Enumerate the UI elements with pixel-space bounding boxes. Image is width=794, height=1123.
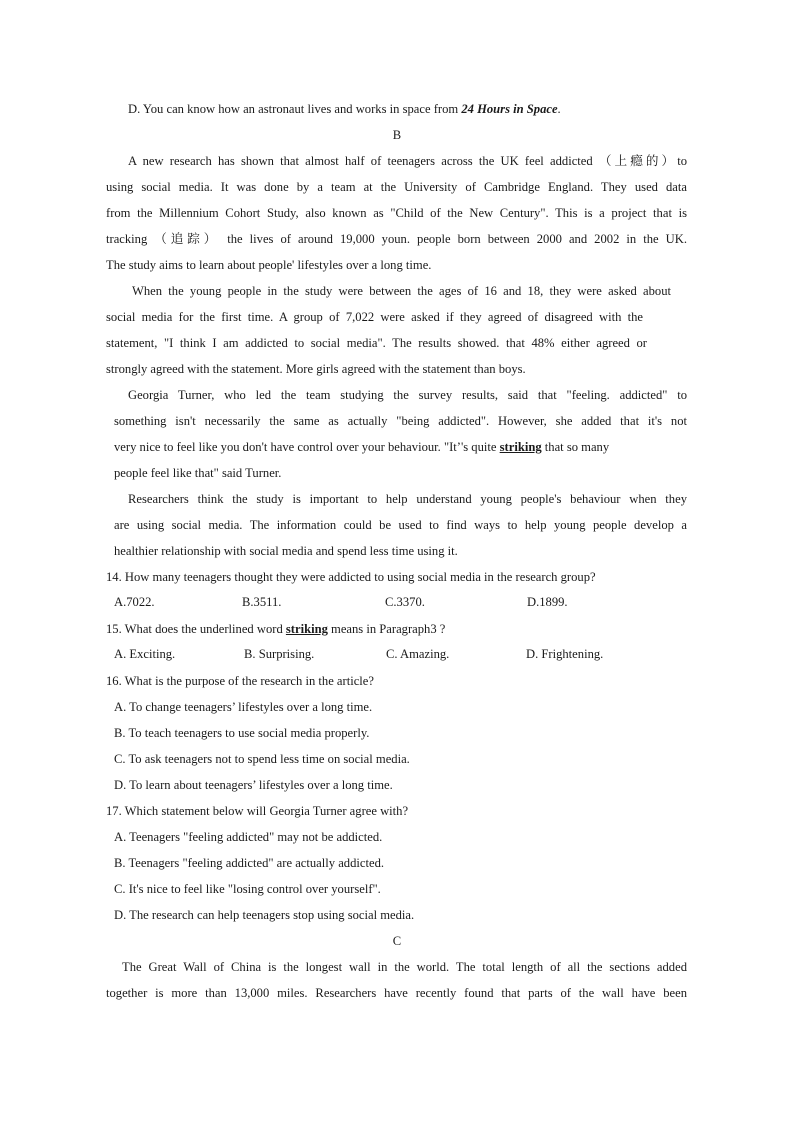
para2-line: statement, "I think I am addicted to social media". The results showed. that 48% either agreed or — [106, 336, 647, 350]
para3-line: people feel like that" said Turner. — [114, 466, 282, 480]
para2-line: strongly agreed with the statement. More girls agreed with the statement than boys. — [106, 362, 526, 376]
para4-line: are using social media. The information could be used to find ways to help young people develop a — [114, 518, 687, 532]
q15-option-c[interactable]: C. Amazing. — [386, 647, 450, 661]
q15-option-d[interactable]: D. Frightening. — [526, 647, 604, 661]
para3-line3-after: that so many — [541, 440, 610, 454]
para4-line: healthier relationship with social media and spend less time using it. — [114, 544, 458, 558]
prev-option-d-suffix: . — [557, 102, 561, 116]
question-16: 16. What is the purpose of the research in the article? — [106, 674, 374, 688]
q16-option-a[interactable]: A. To change teenagers’ lifestyles over a long time. — [114, 700, 373, 714]
section-c-heading: C — [392, 934, 402, 948]
q16-option-d[interactable]: D. To learn about teenagers’ lifestyles over a long time. — [114, 778, 393, 792]
prev-option-d — [128, 101, 561, 117]
para1-line: The study aims to learn about people' lifestyles over a long time. — [106, 258, 432, 272]
q17-option-d[interactable]: D. The research can help teenagers stop using social media. — [114, 908, 415, 922]
q14-option-c[interactable]: C.3370. — [385, 595, 425, 609]
q14-option-b[interactable]: B.3511. — [242, 595, 282, 609]
q15-underlined-word: striking — [285, 622, 328, 636]
para3-line: Georgia Turner, who led the team studying the survey results, said that "feeling. addicted" to — [128, 388, 687, 402]
para1-line: from the Millennium Cohort Study, also known as "Child of the New Century". This is a project that is — [106, 206, 687, 220]
q15-option-b[interactable]: B. Surprising. — [244, 647, 315, 661]
q15-after: means in Paragraph3 ? — [327, 622, 446, 636]
question-17: 17. Which statement below will Georgia Turner agree with? — [106, 804, 409, 818]
para3-line — [114, 439, 609, 455]
para2-line: When the young people in the study were between the ages of 16 and 18, they were asked about — [132, 284, 671, 298]
para4-line: Researchers think the study is important to help understand young people's behaviour when they — [128, 492, 687, 506]
q14-option-a[interactable]: A.7022. — [114, 595, 155, 609]
section-b-heading: B — [392, 128, 402, 142]
section-c-para-line: together is more than 13,000 miles. Researchers have recently found that parts of the wall have been — [106, 986, 687, 1000]
q17-option-b[interactable]: B. Teenagers "feeling addicted" are actually addicted. — [114, 856, 385, 870]
q14-option-d[interactable]: D.1899. — [527, 595, 568, 609]
q15-option-a[interactable]: A. Exciting. — [114, 647, 176, 661]
prev-option-d-text: D. You can know how an astronaut lives and works in space from — [128, 102, 462, 116]
q15-before: 15. What does the underlined word — [106, 622, 286, 636]
para3-line: something isn't necessarily the same as actually "being addicted". However, she added that it's not — [114, 414, 687, 428]
q16-option-b[interactable]: B. To teach teenagers to use social media properly. — [114, 726, 370, 740]
book-title: 24 Hours in Space — [461, 102, 558, 116]
para1-line: tracking （追踪） the lives of around 19,000 youn. people born between 2000 and 2002 in the UK. — [106, 232, 687, 246]
para3-line3-before: very nice to feel like you don't have control over your behaviour. "It’'s quite — [114, 440, 500, 454]
para1-line: using social media. It was done by a team at the University of Cambridge England. They used data — [106, 180, 687, 194]
para1-line: A new research has shown that almost half of teenagers across the UK feel addicted （上瘾的）to — [128, 154, 687, 168]
q17-option-a[interactable]: A. Teenagers "feeling addicted" may not be addicted. — [114, 830, 383, 844]
question-15 — [106, 621, 445, 637]
underlined-word-striking: striking — [499, 440, 542, 454]
q17-option-c[interactable]: C. It's nice to feel like "losing control over yourself". — [114, 882, 381, 896]
section-c-para-line: The Great Wall of China is the longest wall in the world. The total length of all the sections added — [122, 960, 687, 974]
q16-option-c[interactable]: C. To ask teenagers not to spend less time on social media. — [114, 752, 410, 766]
para2-line: social media for the first time. A group of 7,022 were asked if they agreed of disagreed with the — [106, 310, 643, 324]
question-14: 14. How many teenagers thought they were addicted to using social media in the research group? — [106, 570, 596, 584]
